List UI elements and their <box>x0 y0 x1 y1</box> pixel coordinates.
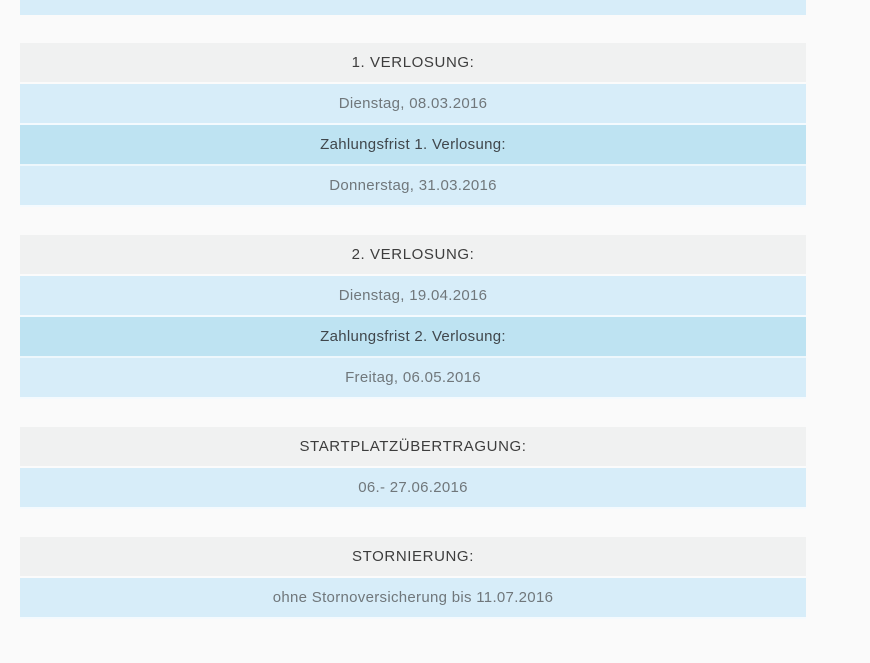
verlosung-1-date-label: Dienstag, 08.03.2016 <box>338 95 488 112</box>
block-startplatzuebertragung <box>20 427 806 509</box>
startplatzuebertragung-header-row <box>20 427 806 468</box>
verlosung-1-zahlungsfrist-label: Zahlungsfrist 1. Verlosung: <box>320 136 506 153</box>
verlosung-2-zahlungsfrist-date-row <box>20 358 806 399</box>
verlosung-2-date-row <box>20 276 806 317</box>
verlosung-1-header-row <box>20 43 806 84</box>
block-verlosung-1 <box>20 43 806 207</box>
verlosung-2-zahlungsfrist-label: Zahlungsfrist 2. Verlosung: <box>320 328 506 345</box>
startplatzuebertragung-date-row <box>20 468 806 509</box>
stornierung-header-row <box>20 537 806 578</box>
verlosung-1-date-row <box>20 84 806 125</box>
partial-row-top <box>20 0 806 15</box>
verlosung-2-date-label: Dienstag, 19.04.2016 <box>338 287 488 304</box>
verlosung-2-zahlungsfrist-row <box>20 317 806 358</box>
stornierung-date-row <box>20 578 806 619</box>
stornierung-date-label: ohne Stornoversicherung bis 11.07.2016 <box>272 589 554 606</box>
block-stornierung <box>20 537 806 619</box>
verlosung-2-header-label: 2. VERLOSUNG: <box>351 246 475 263</box>
verlosung-2-header-row <box>20 235 806 276</box>
stornierung-header-label: STORNIERUNG: <box>352 548 474 565</box>
block-verlosung-2 <box>20 235 806 399</box>
startplatzuebertragung-date-label: 06.- 27.06.2016 <box>358 479 468 496</box>
verlosung-1-zahlungsfrist-row <box>20 125 806 166</box>
event-dates-table <box>20 0 806 619</box>
startplatzuebertragung-header-label: STARTPLATZÜBERTRAGUNG: <box>299 438 527 455</box>
verlosung-1-zahlungsfrist-date-label: Donnerstag, 31.03.2016 <box>329 177 497 194</box>
verlosung-1-zahlungsfrist-date-row <box>20 166 806 207</box>
verlosung-1-header-label: 1. VERLOSUNG: <box>351 54 475 71</box>
verlosung-2-zahlungsfrist-date-label: Freitag, 06.05.2016 <box>345 369 481 386</box>
